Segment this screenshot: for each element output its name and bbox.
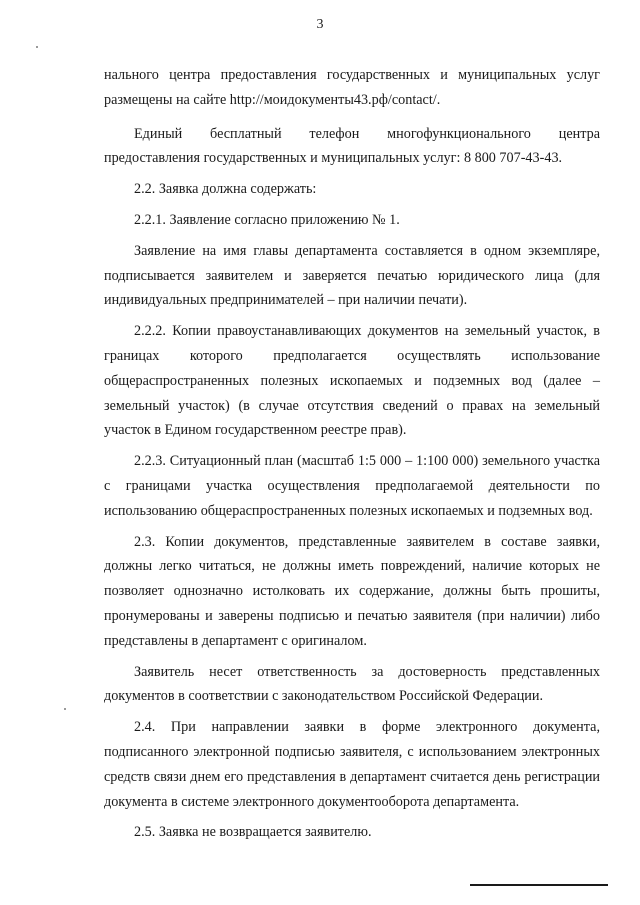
paragraph-2-5: 2.5. Заявка не возвращается заявителю. <box>134 824 372 841</box>
paragraph-phone: Единый бесплатный телефон многофункционального центра предоставления государственных и муниципальных услуг: 8 800 707-43-43. <box>104 125 600 167</box>
paragraph-2-2-3: 2.2.3. Ситуационный план (масштаб 1:5 000 – 1:100 000) земельного участка с границами участка осуществления предполагаемой деятельности по использованию общераспространенных полезных ископаемых и подземных вод. <box>104 453 600 519</box>
paragraph-2-2-2: 2.2.2. Копии правоустанавливающих документов на земельный участок, в границах которого предполагается осуществлять использование общераспространенных полезных ископаемых и подземных вод (далее – земельный участок) (в случае отсутствия сведений о правах на земельный участок в Едином государственном реестре прав). <box>104 323 600 439</box>
paragraph-responsibility: Заявитель несет ответственность за достоверность представленных документов в соответствии с законодательством Российской Федерации. <box>104 663 600 705</box>
paragraph-2-3: 2.3. Копии документов, представленные заявителем в составе заявки, должны легко читаться, не должны иметь повреждений, наличие которых не позволяет однозначно истолковать их содержание, должны быть прошиты, пронумерованы и заверены подписью и печатью заявителя (при наличии) либо представлены в департамент с оригиналом. <box>104 533 600 649</box>
document-body <box>104 63 600 845</box>
footer-rule <box>470 884 608 886</box>
scan-speck <box>64 708 66 710</box>
paragraph-2-4: 2.4. При направлении заявки в форме электронного документа, подписанного электронной подписью заявителя, с использованием электронных средств связи днем его представления в департамент считается день регистрации документа в системе электронного документооборота департамента. <box>104 719 600 810</box>
paragraph-2-2: 2.2. Заявка должна содержать: <box>134 181 317 198</box>
paragraph-application: Заявление на имя главы департамента составляется в одном экземпляре, подписывается заявителем и заверяется печатью юридического лица (для индивидуальных предпринимателей – при наличии печати). <box>104 242 600 309</box>
page-number: 3 <box>316 17 324 32</box>
paragraph-continuation: нального центра предоставления государственных и муниципальных услуг размещены на сайте http://моидокументы43.рф/contact/. <box>104 67 600 108</box>
paragraph-2-2-1: 2.2.1. Заявление согласно приложению № 1. <box>134 211 400 228</box>
scan-speck <box>36 46 38 48</box>
